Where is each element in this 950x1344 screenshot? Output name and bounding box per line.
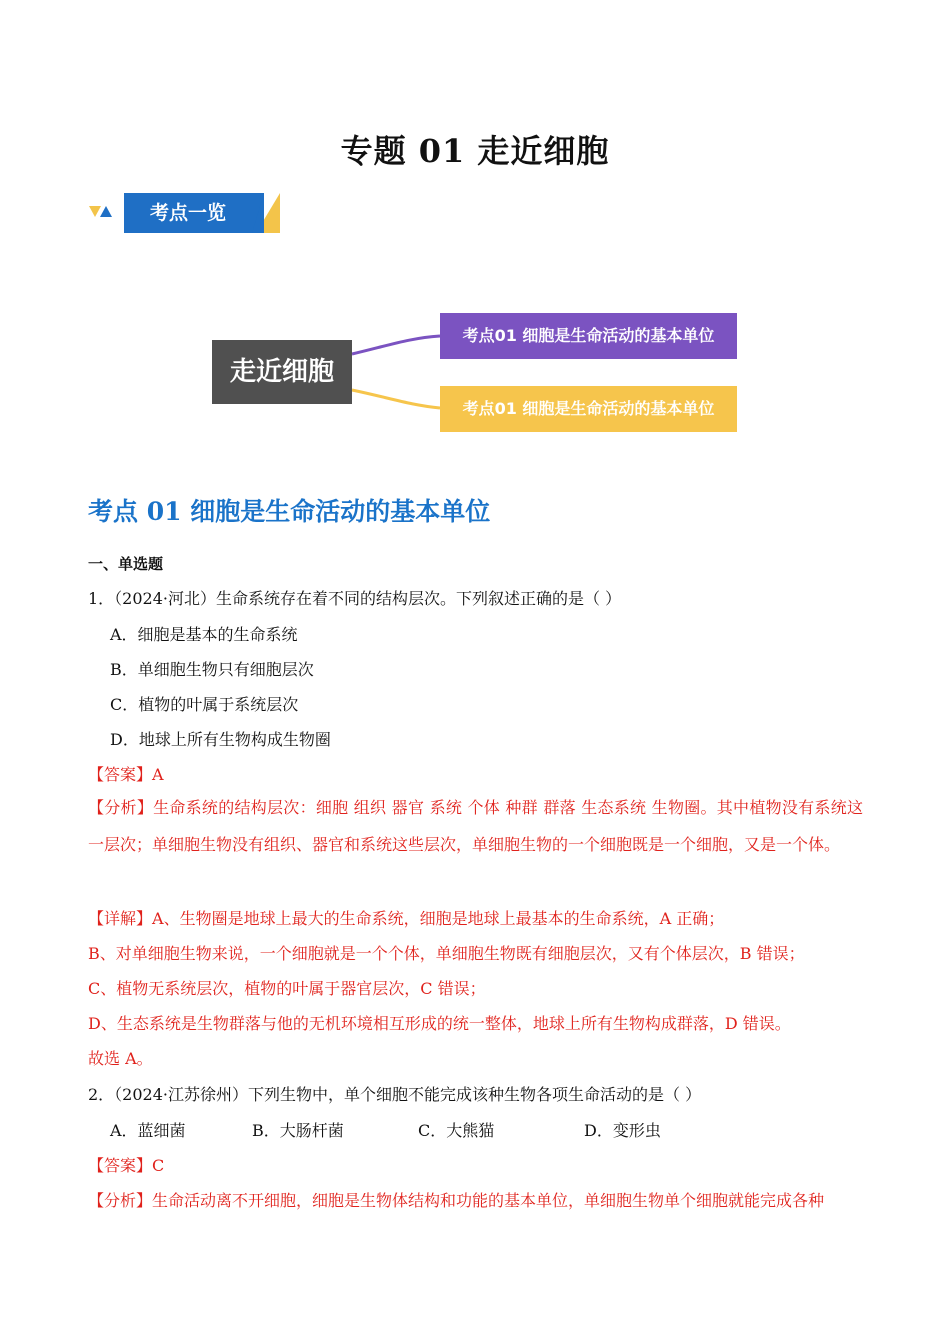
question-1-analysis [88,789,863,863]
question-1-stem: 1．（2024·河北）生命系统存在着不同的结构层次。下列叙述正确的是（ ） [88,589,622,608]
question-1-option-b: B．单细胞生物只有细胞层次 [110,660,314,679]
section-heading: 考点 01 细胞是生命活动的基本单位 [88,497,491,526]
mindmap-node-2: 考点01 细胞是生命活动的基本单位 [440,386,737,432]
question-1-detail-d: D、生态系统是生物群落与他的无机环境相互形成的统一整体，地球上所有生物构成群落，D 错误。 [88,1014,791,1033]
detail-line: A、生物圈是地球上最大的生命系统，细胞是地球上最基本的生命系统，A 正确； [152,909,725,928]
detail-tag: 【详解】 [88,909,153,928]
question-2-answer: 【答案】C [88,1156,165,1175]
question-2-analysis [88,1188,824,1211]
question-1-option-a: A．细胞是基本的生命系统 [110,625,298,644]
question-2-option-c: C．大熊猫 [418,1121,495,1140]
analysis-tag: 【分析】 [88,1191,153,1210]
analysis-tag: 【分析】 [88,798,154,817]
overview-banner: 考点一览 [124,193,264,233]
question-1-option-d: D．地球上所有生物构成生物圈 [110,730,331,749]
question-2-option-b: B．大肠杆菌 [252,1121,344,1140]
question-1-option-c: C．植物的叶属于系统层次 [110,695,299,714]
mindmap-node-1: 考点01 细胞是生命活动的基本单位 [440,313,737,359]
question-2-stem: 2．（2024·江苏徐州）下列生物中，单个细胞不能完成该种生物各项生命活动的是（ ） [88,1085,702,1104]
question-1-detail-c: C、植物无系统层次，植物的叶属于器官层次，C 错误； [88,979,486,998]
question-1-detail-b: B、对单细胞生物来说，一个细胞就是一个个体，单细胞生物既有细胞层次，又有个体层次，B 错误； [88,944,805,963]
mindmap-root: 走近细胞 [212,340,352,404]
analysis-text: 生命活动离不开细胞，细胞是生物体结构和功能的基本单位，单细胞生物单个细胞就能完成各种 [152,1191,825,1210]
question-1-conclusion: 故选 A。 [88,1049,153,1068]
question-1-detail-a [88,906,724,929]
page-title: 专题 01 走近细胞 [340,132,610,170]
question-2-option-d: D．变形虫 [584,1121,661,1140]
question-1-answer: 【答案】A [88,765,164,784]
analysis-text: 生命系统的结构层次：细胞 组织 器官 系统 个体 种群 群落 生态系统 生物圈。其中植物没有系统这一层次；单细胞生物没有组织、器官和系统这些层次，单细胞生物的一个细胞既是一个细胞，又是一个体。 [88,798,863,854]
section-subheading: 一、单选题 [88,555,164,573]
question-2-option-a: A．蓝细菌 [110,1121,186,1140]
